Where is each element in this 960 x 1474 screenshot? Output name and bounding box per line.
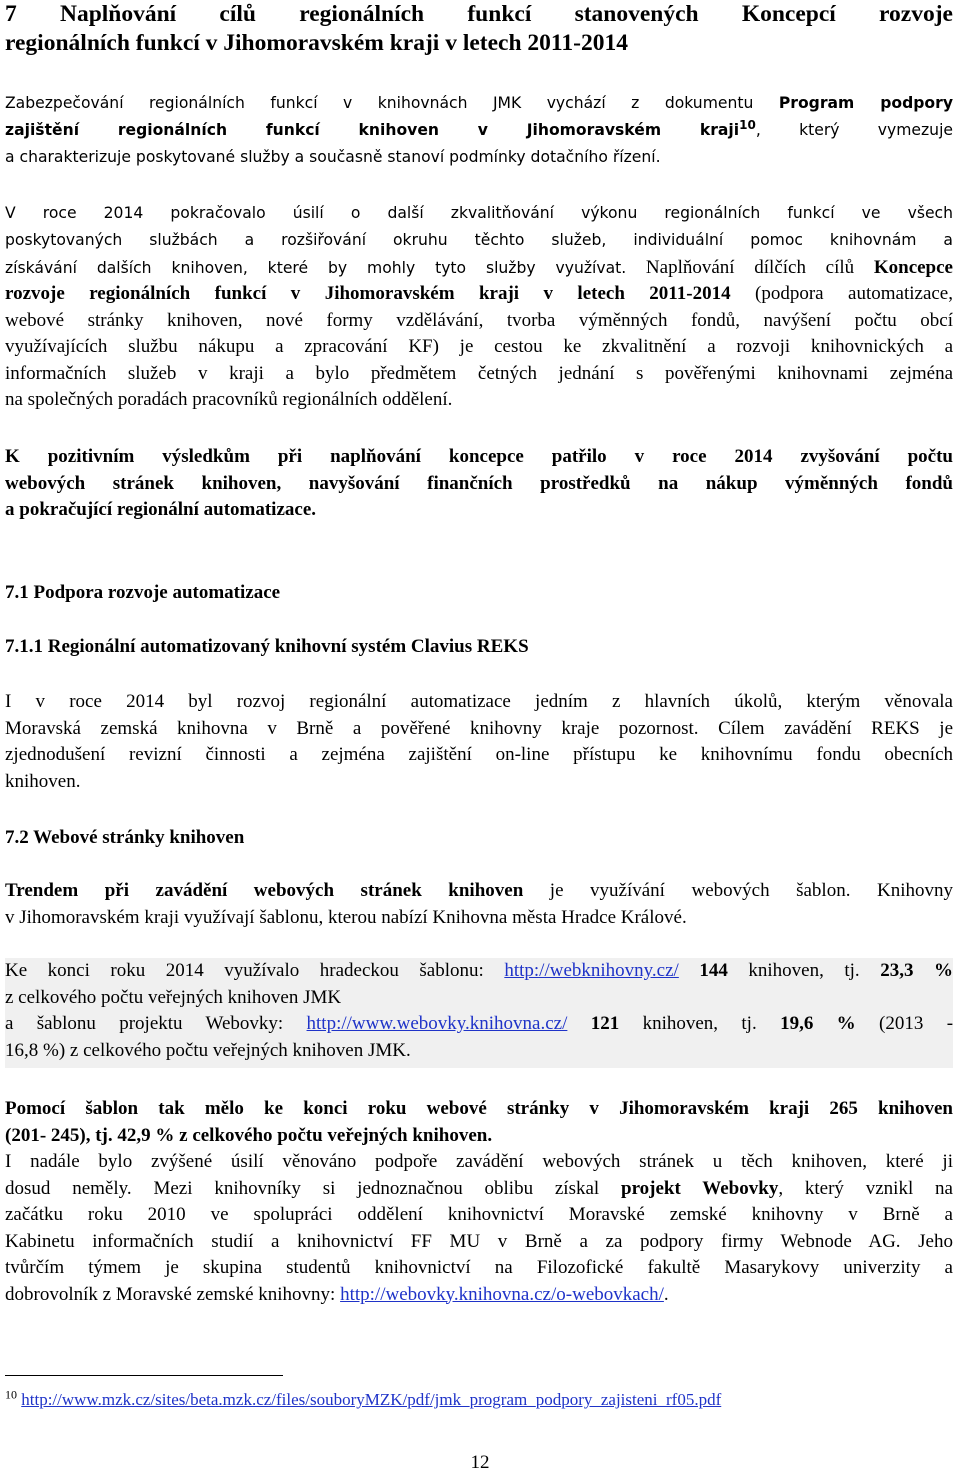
para6-period: .	[663, 1283, 669, 1305]
footnote	[5, 1389, 721, 1411]
para6-line-3: I nadále bylo zvýšené úsilí věnováno podpoře zavádění webových stránek u těch knihoven, které ji	[5, 1151, 953, 1172]
para2-line-2: webových stránek knihoven, navyšování finančních prostředků na nákup výměnných fondů	[5, 472, 953, 494]
paragraph-reks	[5, 689, 953, 795]
para6-text: dobrovolník z Moravské zemské knihovny:	[5, 1283, 341, 1305]
paragraph-web-templates	[5, 878, 953, 931]
paragraph-goals	[5, 200, 953, 282]
para1-text: získávání dalších knihoven, které by mohly tyto služby využívat.	[5, 259, 627, 277]
program-title-bold-cont: zajištění regionálních funkcí knihoven v Jihomoravském kraji	[5, 121, 740, 139]
percent-23-3: 23,3 %	[880, 960, 953, 981]
para1-line-5: webové stránky knihoven, nové formy vzdělávání, tvorba výměnných fondů, navýšení počtu obcí	[5, 309, 953, 331]
para6-text: , který vznikl na	[778, 1177, 953, 1199]
para6-line-2: (201- 245), tj. 42,9 % z celkového počtu veřejných knihoven.	[5, 1124, 493, 1146]
heading-line-1: 7 Naplňování cílů regionálních funkcí stanovených Koncepcí rozvoje	[5, 1, 953, 27]
para1-line-6: využívajících službu nákupu a zpracování KF) je cestou ke zkvalitnění a rozvoji knihovnických a	[5, 336, 953, 357]
para5-line-3	[5, 1011, 953, 1038]
footnote-link[interactable]: http://www.mzk.cz/sites/beta.mzk.cz/files/souboryMZK/pdf/jmk_program_podpory_zajisteni_rf05.pdf	[21, 1390, 722, 1409]
para5-text: (2013 -	[855, 1013, 954, 1034]
para5-line-2: z celkového počtu veřejných knihoven JMK	[5, 986, 342, 1008]
para3-line-3: zjednodušení revizní činnosti a zejména zajištění on-line přístupu ke knihovnímu fondu obecních	[5, 744, 953, 765]
intro-line-2	[5, 117, 953, 144]
para3-line-4: knihoven.	[5, 770, 81, 792]
para1-line-7: informačních služeb v kraji a bylo předmětem četných jednání s pověřenými knihovnami zejména	[5, 362, 953, 384]
webovky-link[interactable]: http://www.webovky.knihovna.cz/	[306, 1013, 568, 1034]
webovky-about-link[interactable]: http://webovky.knihovna.cz/o-webovkach/	[340, 1283, 664, 1305]
para5-line-1	[5, 958, 953, 985]
paragraph-webovky	[5, 1096, 953, 1308]
para5-line-4: 16,8 %) z celkového počtu veřejných knihoven JMK.	[5, 1039, 411, 1061]
intro-paragraph	[5, 90, 953, 171]
section-7-2-title: 7.2 Webové stránky knihoven	[5, 827, 245, 848]
count-121: 121	[590, 1013, 620, 1034]
chapter-heading	[5, 0, 953, 58]
footnote-number: 10	[5, 1387, 17, 1402]
para6-line-6: Kabinetu informačních studií a knihovnictví FF MU v Brně a za podpory firmy Webnode AG. Jeho	[5, 1230, 953, 1252]
para6-line-1: Pomocí šablon tak mělo ke konci roku webové stránky v Jihomoravském kraji 265 knihoven	[5, 1098, 953, 1119]
para5-text: Ke konci roku 2014 využívalo hradeckou šablonu:	[5, 960, 505, 981]
footnote-ref: 10	[739, 117, 756, 132]
para1-line-8: na společných poradách pracovníků regionálních oddělení.	[5, 389, 453, 410]
paragraph-results-bold	[5, 444, 953, 524]
koncepce-title-bold: rozvoje regionálních funkcí v Jihomoravském kraji v letech 2011-2014	[5, 283, 731, 304]
trend-bold: Trendem při zavádění webových stránek knihoven	[5, 880, 524, 901]
para3-line-2: Moravská zemská knihovna v Brně a pověřené knihovny kraje pozornost. Cílem zavádění REKS je	[5, 717, 953, 739]
para6-line-7: tvůrčím týmem je skupina studentů knihovnictví na Filozofické fakultě Masarykovy univerzity a	[5, 1257, 953, 1278]
intro-text: , který vymezuje	[755, 121, 953, 139]
para4-line-2: v Jihomoravském kraji využívají šablonu, kterou nabízí Knihovna města Hradce Králové.	[5, 906, 687, 928]
intro-line-3: a charakterizuje poskytované služby a současně stanoví podmínky dotačního řízení.	[5, 148, 661, 166]
para5-text: knihoven, tj.	[619, 1013, 781, 1034]
paragraph-template-stats	[5, 958, 953, 1068]
para5-space	[679, 960, 700, 981]
program-title-bold: Program podpory	[778, 94, 953, 112]
count-144: 144	[699, 960, 728, 981]
para5-text: a šablonu projektu Webovky:	[5, 1013, 307, 1034]
percent-19-6: 19,6 %	[780, 1013, 856, 1034]
para2-line-1: K pozitivním výsledkům při naplňování koncepce patřilo v roce 2014 zvyšování počtu	[5, 446, 953, 467]
para6-text: dosud neměly. Mezi knihovníky si jednoznačnou oblibu získal	[5, 1177, 622, 1199]
para2-line-3: a pokračující regionální automatizace.	[5, 499, 317, 520]
para1-line-2: poskytovaných službách a rozšiřování okruhu těchto služeb, individuální pomoc knihovnám a	[5, 231, 953, 249]
para1-line-1: V roce 2014 pokračovalo úsilí o další zkvalitňování výkonu regionálních funkcí ve všech	[5, 204, 953, 222]
para4-line-1	[5, 878, 953, 905]
para1-text-serif: Naplňování dílčích cílů	[626, 257, 874, 278]
section-7-1-title: 7.1 Podpora rozvoje automatizace	[5, 582, 281, 603]
para1-text: (podpora automatizace,	[730, 283, 953, 304]
intro-text: Zabezpečování regionálních funkcí v knihovnách JMK vychází z dokumentu	[5, 94, 779, 112]
intro-line-1	[5, 90, 953, 117]
para6-line-5: začátku roku 2010 ve spolupráci oddělení knihovnictví Moravské zemské knihovny v Brně a	[5, 1204, 953, 1225]
webknihovny-link[interactable]: http://webknihovny.cz/	[504, 960, 679, 981]
para1-line-4	[5, 281, 953, 308]
para1-line-3	[5, 254, 953, 282]
para6-line-8	[5, 1282, 953, 1309]
webovky-project-bold: projekt Webovky	[621, 1177, 779, 1199]
heading-line-2: regionálních funkcí v Jihomoravském kraji v letech 2011-2014	[5, 30, 628, 56]
para4-text: je využívání webových šablon. Knihovny	[523, 880, 953, 901]
section-7-1-1-title: 7.1.1 Regionální automatizovaný knihovní systém Clavius REKS	[5, 636, 529, 657]
para5-text: knihoven, tj.	[727, 960, 881, 981]
footnote-separator	[5, 1375, 283, 1376]
para6-line-4	[5, 1176, 953, 1203]
para3-line-1: I v roce 2014 byl rozvoj regionální automatizace jedním z hlavních úkolů, kterým věnovala	[5, 691, 953, 712]
paragraph-goals-cont	[5, 281, 953, 414]
para5-space	[567, 1013, 590, 1034]
page-number: 12	[470, 1452, 490, 1473]
koncepce-bold: Koncepce	[873, 257, 953, 278]
